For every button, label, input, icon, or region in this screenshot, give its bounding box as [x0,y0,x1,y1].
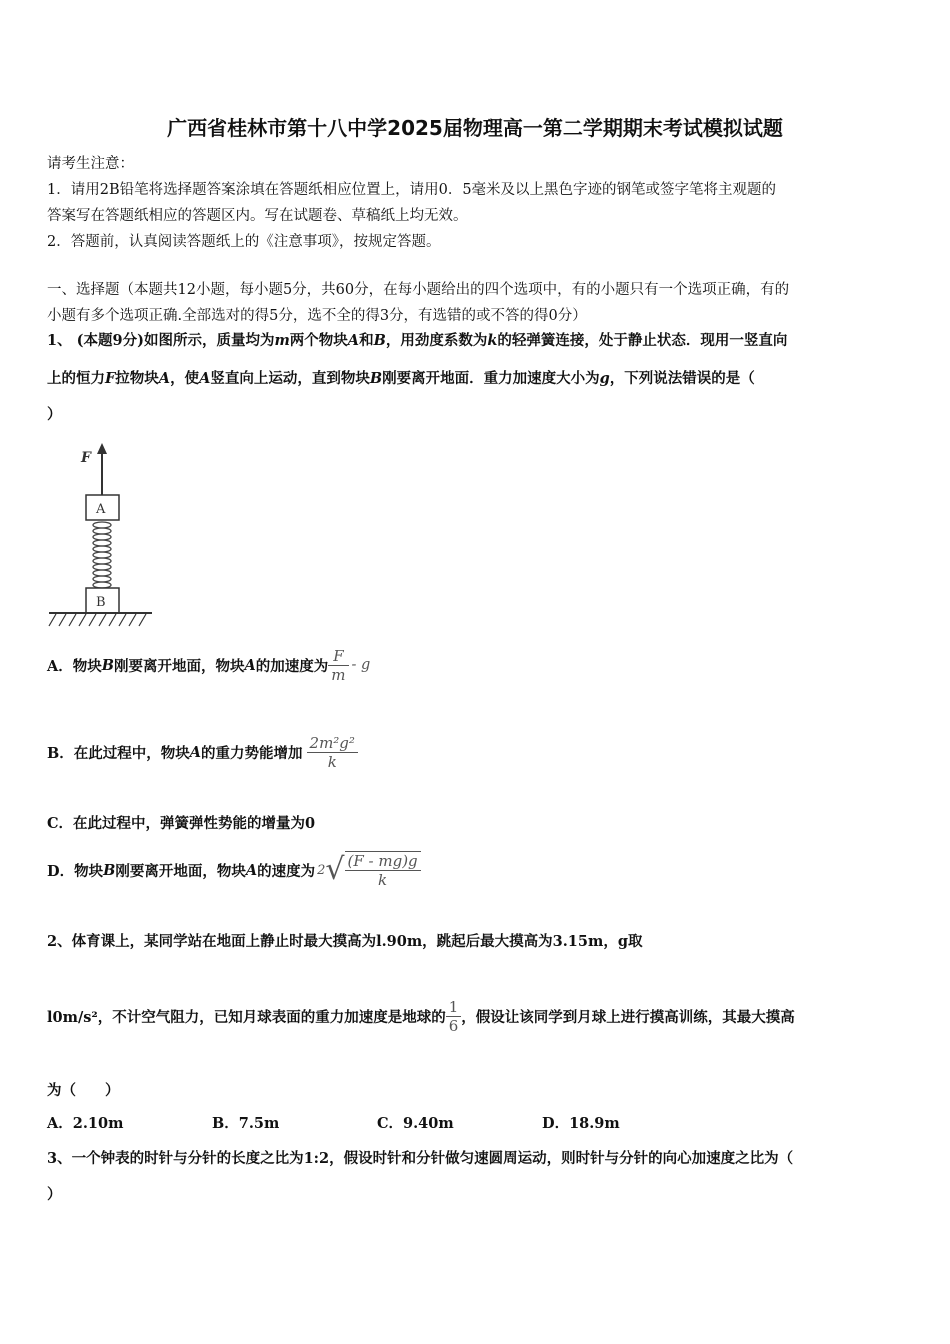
force-label: F [81,450,91,466]
q2-option-b[interactable]: B．7.5m [212,1115,280,1132]
notice-heading: 请考生注意： [47,156,134,172]
section-heading-line-2: 小题有多个选项正确.全部选对的得5分，选不全的得3分，有选错的或不答的得0分） [47,308,587,324]
spring [93,522,111,588]
q3-line-1: 3、一个钟表的时针与分针的长度之比为1:2，假设时针和分针做匀速圆周运动，则时针与分针的向心加速度之比为（ [47,1150,794,1167]
block-b-label: B [96,595,106,610]
q1-option-c[interactable]: C．在此过程中，弹簧弹性势能的增量为0 [47,815,316,832]
notice-item-1-line-2: 答案写在答题纸相应的答题区内。写在试题卷、草稿纸上均无效。 [47,208,468,224]
q2-line-2: l0m/s²，不计空气阻力，已知月球表面的重力加速度是地球的 $\frac{1}{6}$ ，假设让该同学到月球上进行摸高训练，其最大摸高 [47,997,795,1035]
option-d-fraction: $\frac{(F - mg)g}{k}$ [345,851,421,889]
exam-title: 广西省桂林市第十八中学2025届物理高一第二学期期末考试模拟试题 [167,116,783,140]
q2-option-c[interactable]: C．9.40m [377,1115,454,1132]
section-heading-line-1: 一、选择题（本题共12小题，每小题5分，共60分，在每小题给出的四个选项中，有的小题只有一个选项正确，有的 [47,282,790,298]
q2-line-1: 2、体育课上，某同学站在地面上静止时最大摸高为l.90m，跳起后最大摸高为3.15m，g取 [47,933,643,950]
spring-block-figure [44,440,159,632]
q2-line-3: 为（ ） [47,1082,120,1099]
one-sixth-fraction: $\frac{1}{6}$ [446,998,462,1035]
force-arrow-head [97,443,107,454]
sqrt-icon: √ [325,852,345,887]
q1-option-b[interactable]: B．在此过程中，物块 A 的重力势能增加 $\frac{\text{2m²g²}}{k}$ [47,727,358,777]
notice-item-2: 2．答题前，认真阅读答题纸上的《注意事项》，按规定答题。 [47,234,441,250]
option-a-fraction: $\frac{F}{m}$ [328,647,348,684]
q1-option-d[interactable]: D．物块 B 刚要离开地面，物块 A 的速度为 2 √ $\frac{(F - mg)g}{k}$ [47,845,421,895]
q1-line-3: ） [47,406,62,423]
block-a-label: A [96,502,106,517]
notice-item-1-line-1: 1．请用2B铅笔将选择题答案涂填在答题纸相应位置上，请用0．5毫米及以上黑色字迹的钢笔或签字笔将主观题的 [47,182,777,198]
q2-option-a[interactable]: A．2.10m [47,1115,124,1132]
q2-option-d[interactable]: D．18.9m [542,1115,620,1132]
q1-line-2: 上的恒力F拉物块A，使A竖直向上运动，直到物块B刚要离开地面．重力加速度大小为g，下列说法错误的是（ [47,370,755,387]
q3-line-2: ） [47,1186,62,1203]
q1-option-a[interactable]: A．物块 B 刚要离开地面，物块 A 的加速度为 $\frac{F}{m}$ - g [47,646,371,684]
ground-hatch [49,614,146,626]
option-b-fraction: $\frac{\text{2m²g²}}{k}$ [307,734,358,771]
q1-line-1: 1、 (本题9分)如图所示，质量均为m两个物块A和B，用劲度系数为k的轻弹簧连接，处于静止状态．现用一竖直向 [47,332,788,349]
